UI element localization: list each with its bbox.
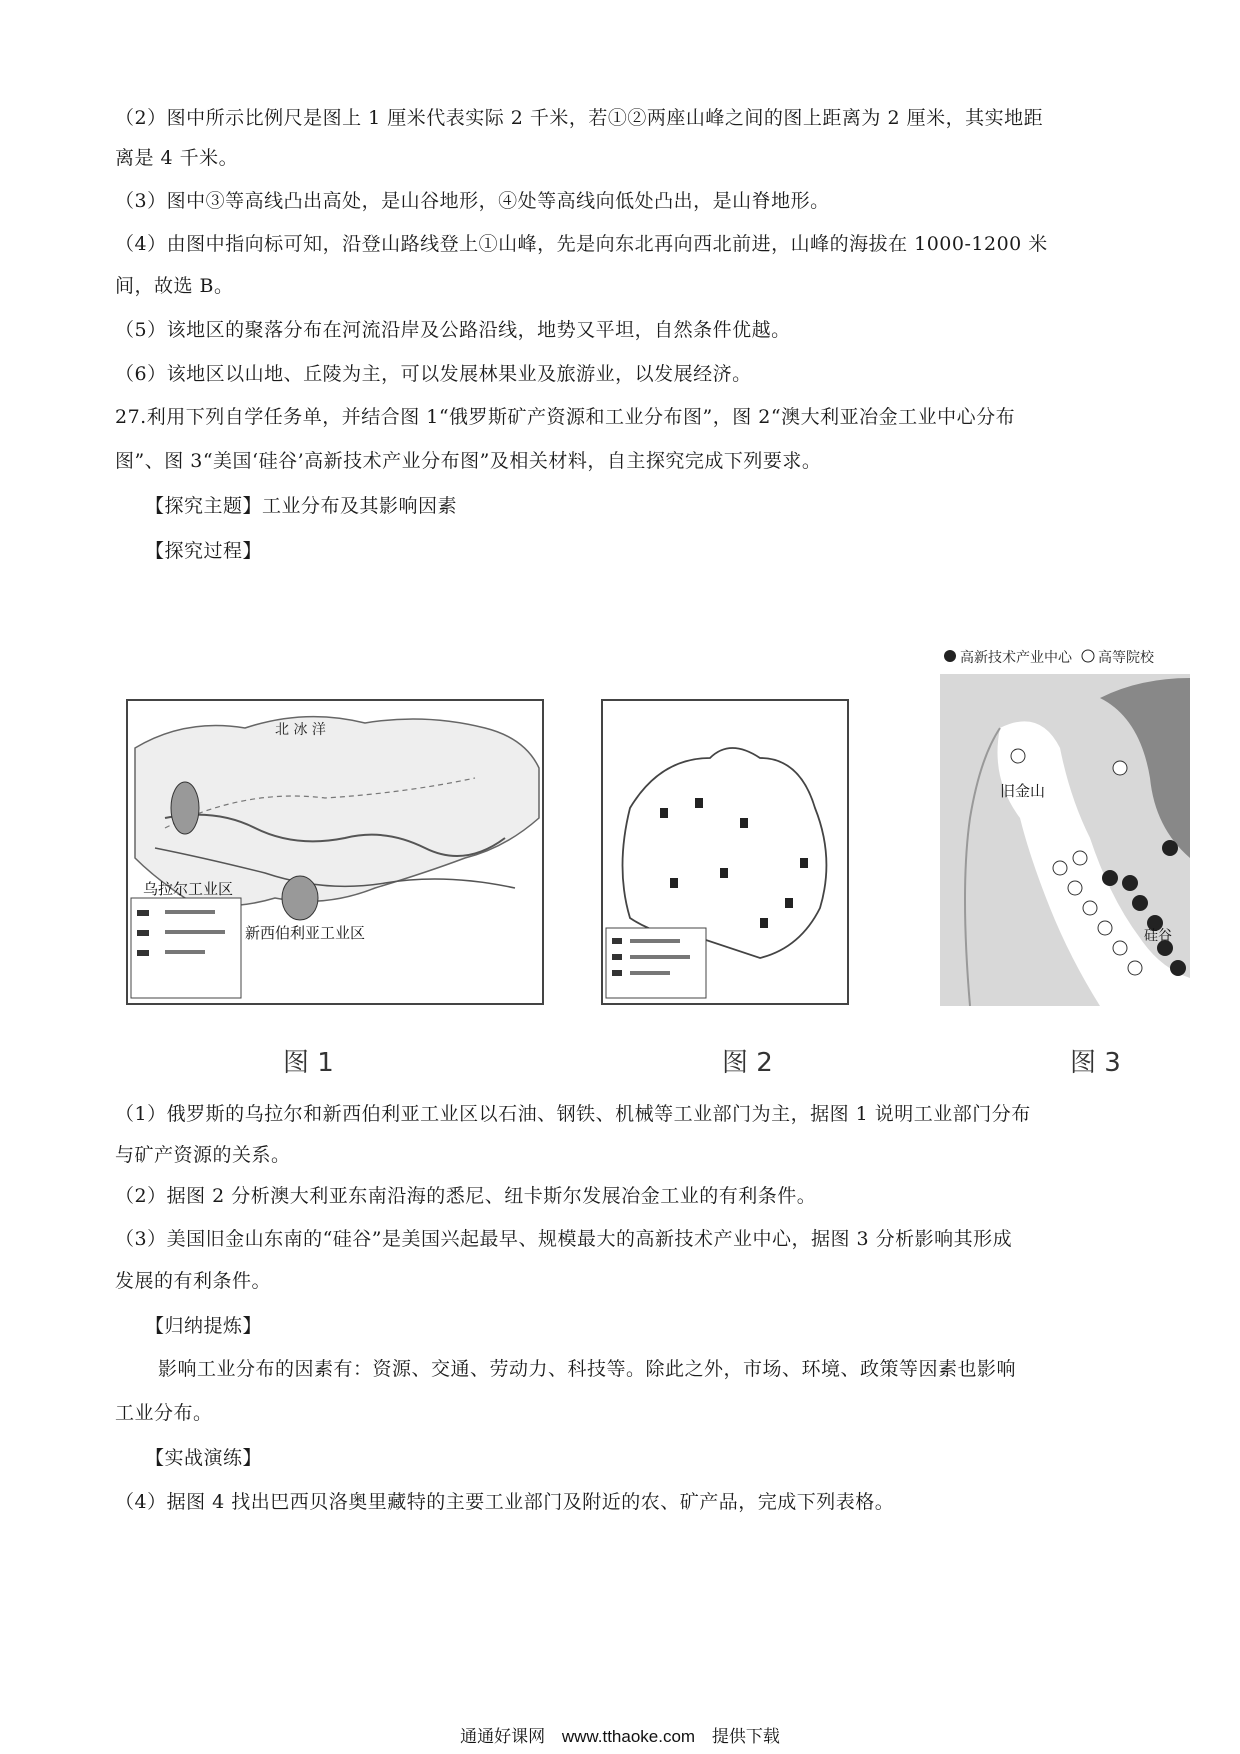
question-1-line1: （1）俄罗斯的乌拉尔和新西伯利亚工业区以石油、钢铁、机械等工业部门为主，据图 1 说明工业部门分布 [115, 1103, 1031, 1125]
footer-url[interactable]: www.tthaoke.com [561, 1727, 696, 1746]
figure-1-caption: 图 1 [283, 1048, 334, 1078]
fig1-ocean-label: 北 冰 洋 [275, 722, 326, 738]
section-summary: 【归纳提炼】 [145, 1315, 263, 1337]
figure-3-silicon-valley-map [940, 638, 1190, 1006]
answer-6: （6）该地区以山地、丘陵为主，可以发展林果业及旅游业，以发展经济。 [115, 363, 752, 385]
answer-3: （3）图中③等高线凸出高处，是山谷地形，④处等高线向低处凸出，是山脊地形。 [115, 190, 830, 212]
footer-note: 提供下载 [711, 1727, 780, 1746]
fig1-novosibirsk-label: 新西伯利亚工业区 [245, 924, 366, 942]
footer-site: 通通好课网 [460, 1727, 546, 1746]
question-4: （4）据图 4 找出巴西贝洛奥里藏特的主要工业部门及附近的农、矿产品，完成下列表格。 [115, 1491, 895, 1513]
figure-2-caption: 图 2 [722, 1048, 773, 1078]
answer-2-line1: （2）图中所示比例尺是图上 1 厘米代表实际 2 千米，若①②两座山峰之间的图上距离为 2 厘米，其实地距 [115, 107, 1044, 129]
answer-2-line2: 离是 4 千米。 [115, 147, 239, 169]
section-topic: 【探究主题】工业分布及其影响因素 [145, 495, 458, 517]
page-footer [0, 1722, 1240, 1747]
figure-1-russia-map [125, 698, 545, 1006]
answer-5: （5）该地区的聚落分布在河流沿岸及公路沿线，地势又平坦，自然条件优越。 [115, 319, 791, 341]
question-3-line1: （3）美国旧金山东南的“硅谷”是美国兴起最早、规模最大的高新技术产业中心，据图 3 分析影响其形成 [115, 1228, 1013, 1250]
summary-line2: 工业分布。 [115, 1402, 213, 1424]
summary-line1: 影响工业分布的因素有：资源、交通、劳动力、科技等。除此之外，市场、环境、政策等因素也影响 [158, 1358, 1017, 1380]
fig1-ural-label: 乌拉尔工业区 [143, 880, 234, 898]
section-practice: 【实战演练】 [145, 1447, 263, 1469]
answer-4-line2: 间，故选 B。 [115, 275, 234, 297]
question-27-line1: 27.利用下列自学任务单，并结合图 1“俄罗斯矿产资源和工业分布图”，图 2“澳大利亚冶金工业中心分布 [115, 406, 1016, 428]
fig3-legend-university: 高等院校 [1098, 650, 1154, 666]
question-3-line2: 发展的有利条件。 [115, 1270, 272, 1292]
section-process: 【探究过程】 [145, 540, 263, 562]
answer-4-line1: （4）由图中指向标可知，沿登山路线登上①山峰，先是向东北再向西北前进，山峰的海拔在 1000-1200 米 [115, 233, 1048, 255]
fig3-valley-label: 硅谷 [1144, 928, 1172, 944]
figure-2-australia-map [600, 698, 850, 1006]
question-27-line2: 图”、图 3“美国‘硅谷’高新技术产业分布图”及相关材料，自主探究完成下列要求。 [115, 450, 822, 472]
question-1-line2: 与矿产资源的关系。 [115, 1144, 291, 1166]
fig3-city-label: 旧金山 [1000, 782, 1046, 800]
fig3-legend-high-tech: 高新技术产业中心 [960, 650, 1072, 666]
question-2: （2）据图 2 分析澳大利亚东南沿海的悉尼、纽卡斯尔发展冶金工业的有利条件。 [115, 1185, 817, 1207]
figure-3-caption: 图 3 [1070, 1048, 1121, 1078]
